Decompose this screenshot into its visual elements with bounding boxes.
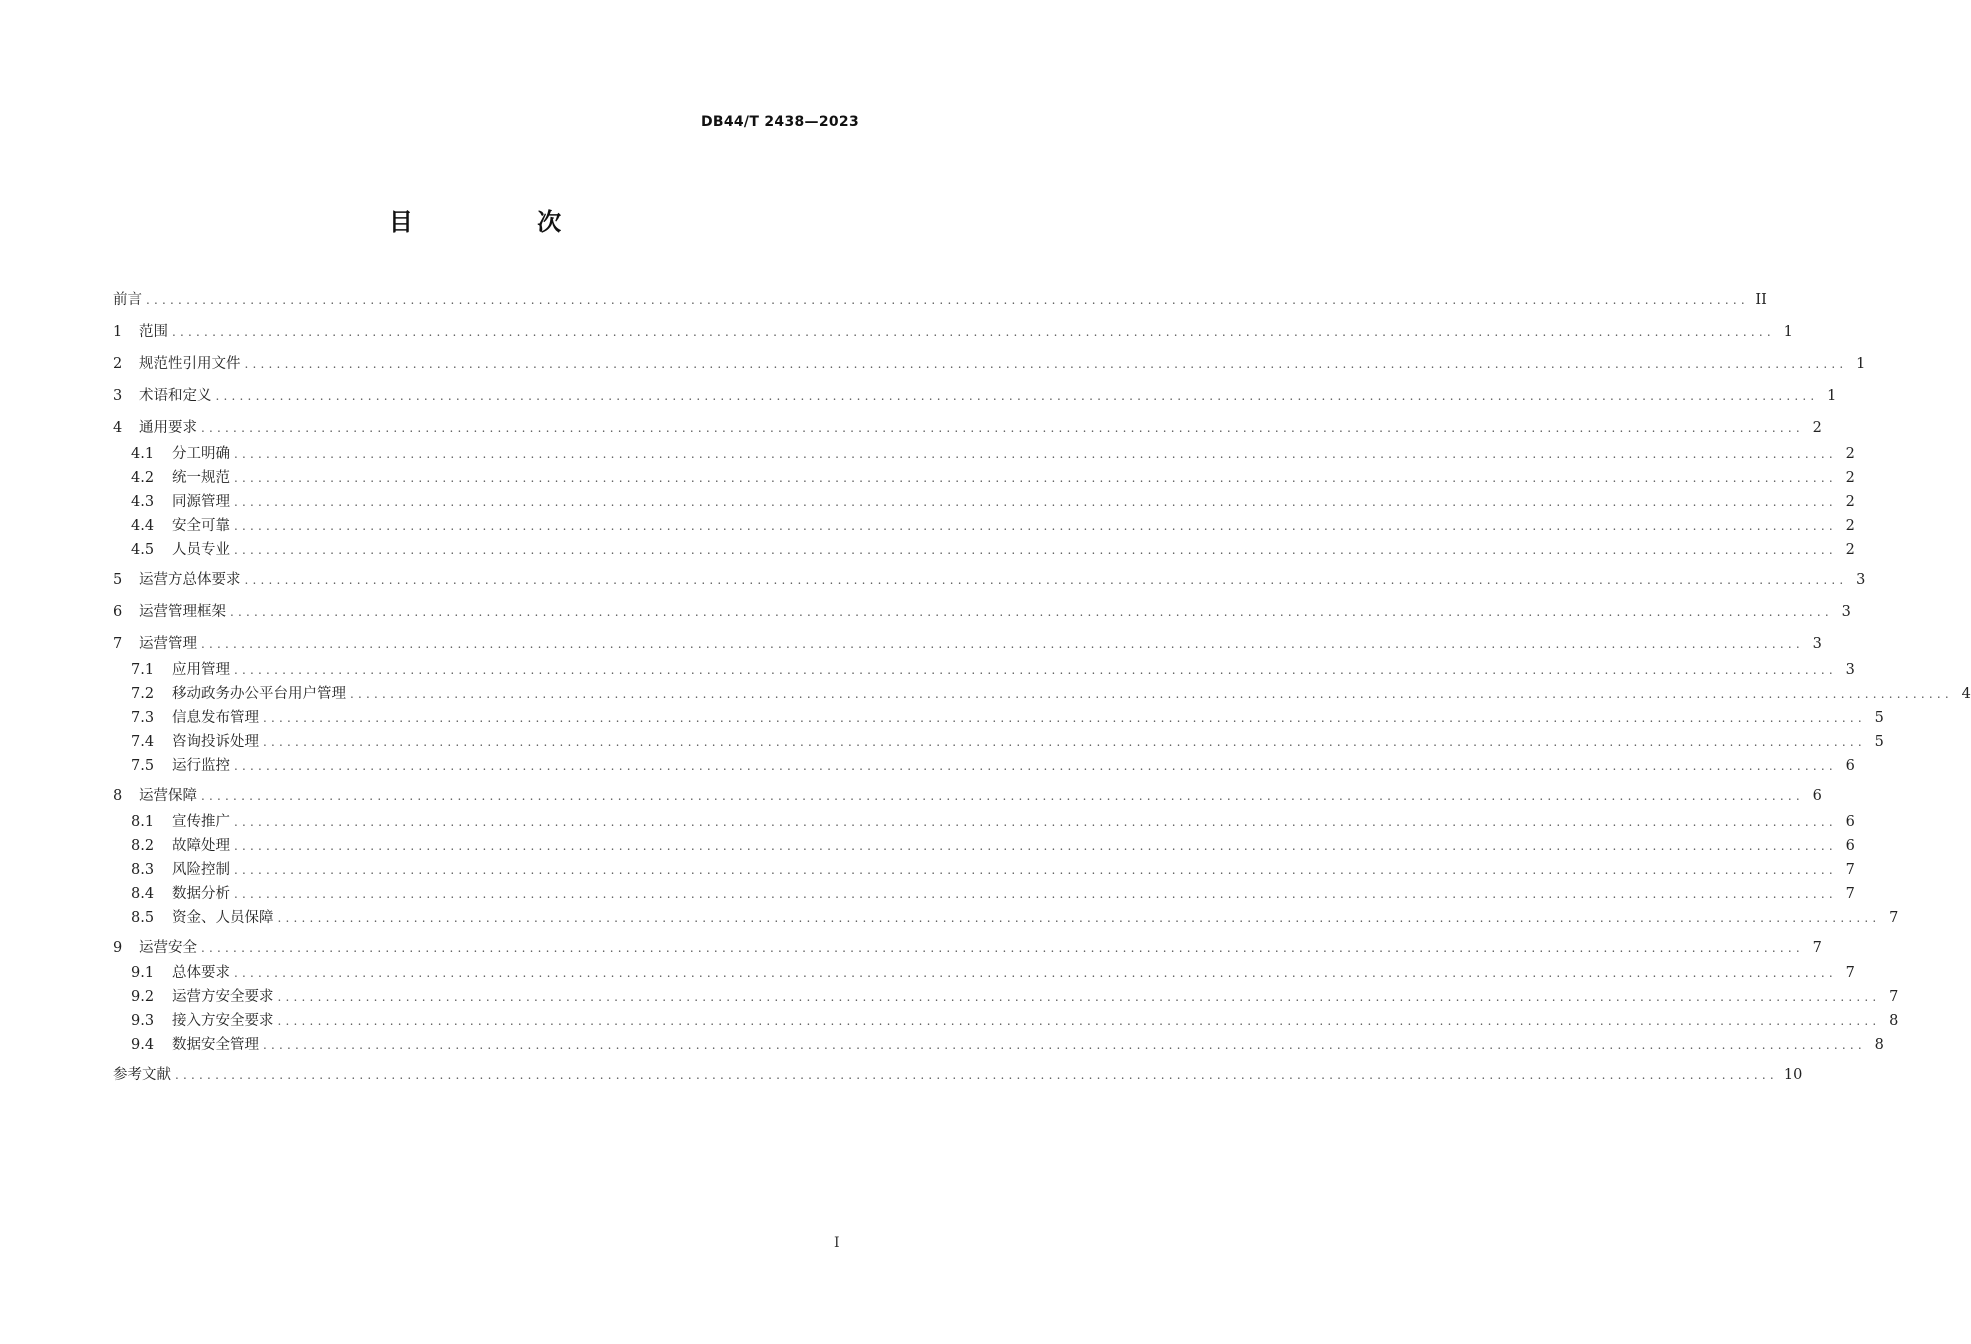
- toc-entry[interactable]: [131, 987, 1899, 1007]
- toc-entry[interactable]: [131, 756, 1855, 776]
- toc-entry-label: 运营管理: [139, 636, 197, 652]
- toc-entry-label: 同源管理: [172, 494, 230, 510]
- toc-entry-number: 8.5: [131, 910, 155, 926]
- toc-entry-number: 9.4: [131, 1037, 155, 1053]
- toc-leader-dots: ........................................................................................................................................................................................................: [234, 495, 1837, 509]
- toc-entry[interactable]: [131, 708, 1884, 728]
- toc-entry-number: 9.1: [131, 965, 155, 981]
- toc-entry-page: 8: [1874, 1037, 1884, 1053]
- toc-entry-label: 运营安全: [139, 940, 197, 956]
- toc-entry[interactable]: [113, 290, 1767, 310]
- toc-entry-label: 移动政务办公平台用户管理: [172, 686, 346, 702]
- toc-entry[interactable]: [131, 963, 1855, 983]
- page-title: 目 次: [388, 208, 620, 236]
- toc-entry-page: 2: [1812, 420, 1822, 436]
- toc-entry-label: 总体要求: [172, 965, 230, 981]
- toc-leader-dots: ........................................................................................................................................................................................................: [175, 1068, 1778, 1082]
- toc-entry-number: 7.5: [131, 758, 155, 774]
- toc-entry-page: 8: [1889, 1013, 1899, 1029]
- toc-leader-dots: ........................................................................................................................................................................................................: [172, 325, 1775, 339]
- toc-entry-page: 7: [1845, 965, 1855, 981]
- toc-entry[interactable]: [131, 468, 1855, 488]
- toc-entry-number: 7.4: [131, 734, 155, 750]
- toc-leader-dots: ........................................................................................................................................................................................................: [230, 605, 1833, 619]
- toc-entry-page: 7: [1845, 862, 1855, 878]
- toc-entry-page: 2: [1845, 446, 1855, 462]
- toc-entry-page: 6: [1845, 838, 1855, 854]
- toc-entry-page: 3: [1845, 662, 1855, 678]
- toc-entry-label: 术语和定义: [139, 388, 212, 404]
- toc-leader-dots: ........................................................................................................................................................................................................: [201, 941, 1804, 955]
- toc-entry-number: 8.2: [131, 838, 155, 854]
- toc-entry[interactable]: [113, 354, 1866, 374]
- toc-entry-number: 9: [113, 940, 123, 956]
- toc-entry-page: II: [1755, 292, 1767, 308]
- toc-entry-label: 前言: [113, 292, 142, 308]
- toc-entry[interactable]: [131, 492, 1855, 512]
- toc-entry-page: 6: [1812, 788, 1822, 804]
- toc-entry[interactable]: [113, 938, 1822, 958]
- toc-leader-dots: ........................................................................................................................................................................................................: [234, 839, 1837, 853]
- toc-entry[interactable]: [113, 1065, 1803, 1085]
- footer-page-number: I: [834, 1235, 840, 1251]
- toc-entry-number: 7.2: [131, 686, 155, 702]
- toc-entry[interactable]: [113, 786, 1822, 806]
- toc-leader-dots: ........................................................................................................................................................................................................: [277, 1014, 1881, 1028]
- toc-entry-number: 2: [113, 356, 123, 372]
- toc-entry-number: 8.4: [131, 886, 155, 902]
- toc-entry-number: 3: [113, 388, 123, 404]
- toc-entry[interactable]: [131, 1011, 1899, 1031]
- toc-entry-page: 6: [1845, 814, 1855, 830]
- toc-entry-number: 4.3: [131, 494, 155, 510]
- toc-entry[interactable]: [131, 540, 1855, 560]
- toc-entry[interactable]: [131, 884, 1855, 904]
- toc-leader-dots: ........................................................................................................................................................................................................: [263, 711, 1866, 725]
- toc-entry-label: 安全可靠: [172, 518, 230, 534]
- toc-entry-page: 3: [1841, 604, 1851, 620]
- toc-entry-number: 8.3: [131, 862, 155, 878]
- toc-entry-page: 3: [1812, 636, 1822, 652]
- toc-entry[interactable]: [113, 570, 1866, 590]
- toc-entry-label: 咨询投诉处理: [172, 734, 259, 750]
- toc-entry-label: 规范性引用文件: [139, 356, 241, 372]
- toc-leader-dots: ........................................................................................................................................................................................................: [263, 735, 1866, 749]
- toc-entry-label: 故障处理: [172, 838, 230, 854]
- toc-entry-page: 2: [1845, 518, 1855, 534]
- toc-entry-label: 运营方安全要求: [172, 989, 274, 1005]
- toc-leader-dots: ........................................................................................................................................................................................................: [234, 887, 1837, 901]
- toc-leader-dots: ........................................................................................................................................................................................................: [277, 990, 1881, 1004]
- toc-entry[interactable]: [131, 1035, 1884, 1055]
- toc-entry-label: 范围: [139, 324, 168, 340]
- toc-entry-label: 风险控制: [172, 862, 230, 878]
- toc-leader-dots: ........................................................................................................................................................................................................: [234, 966, 1837, 980]
- toc-entry-label: 统一规范: [172, 470, 230, 486]
- toc-entry-label: 宣传推广: [172, 814, 230, 830]
- toc-leader-dots: ........................................................................................................................................................................................................: [263, 1038, 1866, 1052]
- toc-leader-dots: ........................................................................................................................................................................................................: [234, 543, 1837, 557]
- toc-entry-page: 7: [1889, 910, 1899, 926]
- toc-entry-label: 运营方总体要求: [139, 572, 241, 588]
- toc-entry-number: 4.2: [131, 470, 155, 486]
- toc-entry[interactable]: [131, 812, 1855, 832]
- toc-leader-dots: ........................................................................................................................................................................................................: [201, 421, 1804, 435]
- toc-leader-dots: ........................................................................................................................................................................................................: [146, 293, 1749, 307]
- toc-entry-label: 应用管理: [172, 662, 230, 678]
- toc-entry-label: 数据安全管理: [172, 1037, 259, 1053]
- toc-entry-label: 数据分析: [172, 886, 230, 902]
- toc-entry-number: 5: [113, 572, 123, 588]
- toc-entry-page: 3: [1856, 572, 1866, 588]
- toc-leader-dots: ........................................................................................................................................................................................................: [234, 815, 1837, 829]
- toc-entry-page: 7: [1812, 940, 1822, 956]
- toc-entry-page: 1: [1856, 356, 1866, 372]
- toc-entry-page: 5: [1874, 734, 1884, 750]
- toc-entry-number: 6: [113, 604, 123, 620]
- toc-leader-dots: ........................................................................................................................................................................................................: [234, 663, 1837, 677]
- toc-entry[interactable]: [131, 860, 1855, 880]
- toc-entry-label: 运营管理框架: [139, 604, 226, 620]
- toc-leader-dots: ........................................................................................................................................................................................................: [234, 447, 1837, 461]
- toc-entry[interactable]: [113, 634, 1822, 654]
- toc-entry-number: 4.5: [131, 542, 155, 558]
- toc-entry[interactable]: [113, 322, 1793, 342]
- toc-entry-number: 1: [113, 324, 123, 340]
- toc-entry-label: 资金、人员保障: [172, 910, 274, 926]
- toc-entry-page: 2: [1845, 470, 1855, 486]
- toc-entry[interactable]: [113, 602, 1851, 622]
- toc-entry-label: 通用要求: [139, 420, 197, 436]
- toc-leader-dots: ........................................................................................................................................................................................................: [201, 789, 1804, 803]
- toc-entry-label: 分工明确: [172, 446, 230, 462]
- toc-entry-number: 9.2: [131, 989, 155, 1005]
- toc-leader-dots: ........................................................................................................................................................................................................: [234, 471, 1837, 485]
- toc-entry-label: 信息发布管理: [172, 710, 259, 726]
- toc-entry-page: 10: [1783, 1067, 1803, 1083]
- toc-entry[interactable]: [131, 732, 1884, 752]
- toc-entry[interactable]: [131, 444, 1855, 464]
- toc-leader-dots: ........................................................................................................................................................................................................: [234, 863, 1837, 877]
- toc-entry-page: 1: [1827, 388, 1837, 404]
- toc-entry-page: 5: [1874, 710, 1884, 726]
- toc-entry-label: 参考文献: [113, 1067, 171, 1083]
- toc-leader-dots: ........................................................................................................................................................................................................: [350, 687, 1953, 701]
- toc-entry-page: 6: [1845, 758, 1855, 774]
- toc-entry[interactable]: [131, 836, 1855, 856]
- toc-entry[interactable]: [113, 418, 1822, 438]
- toc-entry-page: 7: [1845, 886, 1855, 902]
- toc-entry-number: 4.4: [131, 518, 155, 534]
- toc-leader-dots: ........................................................................................................................................................................................................: [277, 911, 1881, 925]
- toc-entry-number: 4.1: [131, 446, 155, 462]
- toc-entry-number: 8: [113, 788, 123, 804]
- toc-entry-number: 7.3: [131, 710, 155, 726]
- toc-entry-number: 4: [113, 420, 123, 436]
- toc-entry-page: 7: [1889, 989, 1899, 1005]
- toc-leader-dots: ........................................................................................................................................................................................................: [244, 573, 1848, 587]
- document-code: DB44/T 2438—2023: [700, 114, 859, 130]
- toc-entry[interactable]: [131, 908, 1899, 928]
- toc-entry-page: 1: [1783, 324, 1793, 340]
- toc-entry-number: 9.3: [131, 1013, 155, 1029]
- toc-entry[interactable]: [131, 684, 1971, 704]
- toc-entry[interactable]: [131, 516, 1855, 536]
- toc-entry-label: 人员专业: [172, 542, 230, 558]
- toc-entry-page: 4: [1961, 686, 1971, 702]
- toc-entry-number: 7: [113, 636, 123, 652]
- toc-leader-dots: ........................................................................................................................................................................................................: [234, 759, 1837, 773]
- toc-entry-label: 接入方安全要求: [172, 1013, 274, 1029]
- toc-leader-dots: ........................................................................................................................................................................................................: [201, 637, 1804, 651]
- toc-entry[interactable]: [131, 660, 1855, 680]
- toc-entry-label: 运行监控: [172, 758, 230, 774]
- toc-entry-page: 2: [1845, 494, 1855, 510]
- toc-leader-dots: ........................................................................................................................................................................................................: [215, 389, 1819, 403]
- toc-entry[interactable]: [113, 386, 1837, 406]
- toc-entry-label: 运营保障: [139, 788, 197, 804]
- toc-entry-number: 8.1: [131, 814, 155, 830]
- toc-entry-number: 7.1: [131, 662, 155, 678]
- toc-entry-page: 2: [1845, 542, 1855, 558]
- toc-leader-dots: ........................................................................................................................................................................................................: [244, 357, 1848, 371]
- toc-leader-dots: ........................................................................................................................................................................................................: [234, 519, 1837, 533]
